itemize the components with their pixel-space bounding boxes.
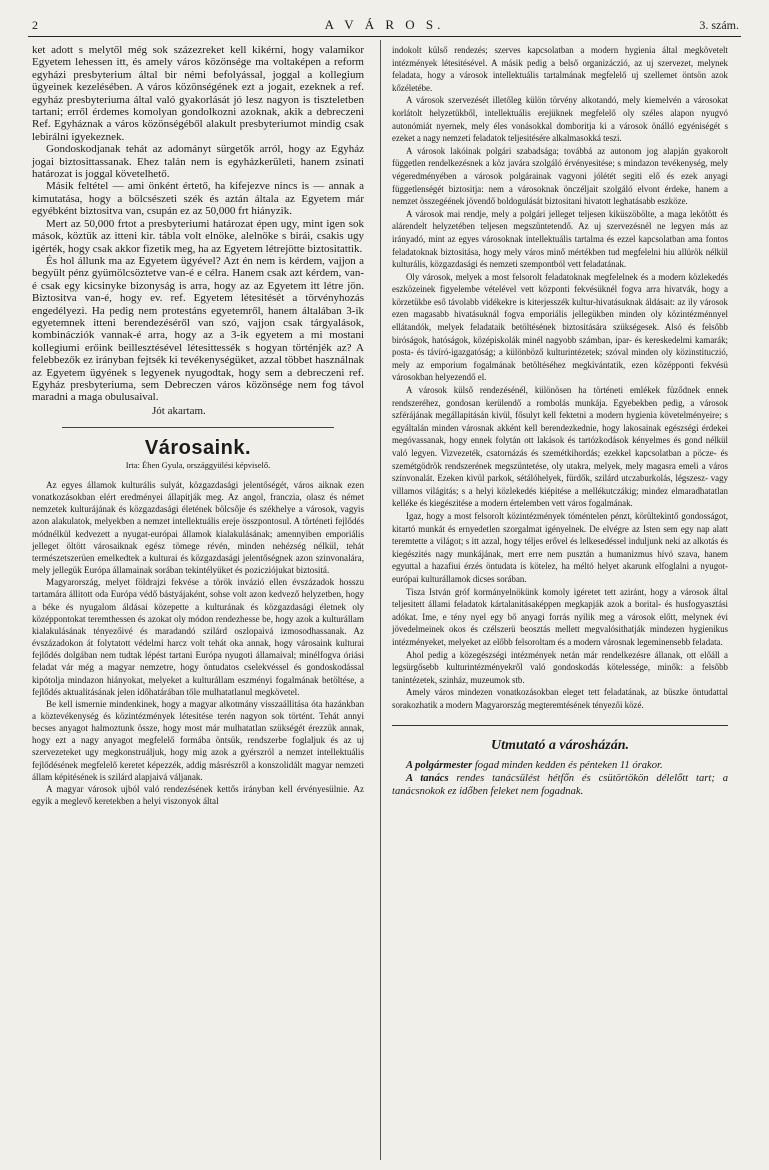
notice-title: Utmutató a városházán. (490, 738, 630, 754)
article-paragraph: A magyar városok ujból való rendezésének kettős irányban kell érvényesülnie. Az egyik a meglevő keretekben a helyi viszonyok által (32, 783, 364, 807)
notice-item (392, 759, 728, 772)
varosaink-article (32, 479, 364, 807)
section-rule (62, 427, 334, 428)
left-column (32, 44, 364, 807)
notice-box (392, 740, 728, 798)
article-paragraph: Oly városok, melyek a most felsorolt feladatoknak megfelelnek és a modern közlekedés eszközeinek figyelembe vételével vett központi fekvésüknél fogva arra hivatvák, hogy a körzetükbe eső távolabb vidékekre is kiterjesszék kultur-hivatásuknak áldásait: az ily városok ezen magasabb hivatásuknál fogva emporiális jellegükben minden oly közintézménnyel ellátandók, melyek feladataik betöltésének biztositására szükségesek. Alsó és felsőbb biróságok, hatóságok, középiskolák minél nagyobb számban, ipar- és kereskedelmi kamarák; posta- és távíró-igazgatóság; a különböző kulturintézetek; szóval minden oly közinstituczió, mely az emporium fogalmának betöltéséhez megkivántatik, ezen középponti fekvésü városokban helyezendő el. (392, 271, 728, 383)
article-paragraph: Ahol pedig a közegészségi intézmények netán már rendelkezésre állanak, ott előáll a legsürgősebb kulturintézményekről való gondoskodás kötelessége, minők: a felsőbb tanintézetek, szinház, muzeumok stb. (392, 649, 728, 685)
newspaper-title: A V Á R O S. (324, 17, 445, 32)
article-paragraph: Be kell ismernie mindenkinek, hogy a magyar alkotmány visszaállitása óta hazánkban a köztevékenység és közintézmények létesitése terén nagyon sok történt. Tehát annyi becses anyagot halmoztunk össze, hogy most már mulhatatlan szükségét érezzük annak, hogy ezt a nagy anyagot megfelelő formába öntsük, rendszerbe foglaljuk és az uj szervezeteket ugy megkonstruáljuk, hogy mig azok a gyérszról a nemzet intellektuális fejlődésének megfelelő keretet képezzék, addig másrészről a konszolidált magyar nemzeti állam képitésének is szilárd alapjaivá váljanak. (32, 698, 364, 782)
notice-rule (392, 725, 728, 726)
article-paragraph: Mert az 50,000 frtot a presbyteriumi határozat épen ugy, mint igen sok mások, köztük az itteni kir. tábla volt elnöke, alelnöke s birái, csakis ugy igérték, hogy csak akkor fizetik meg, ha az Egyetem létrejötte biztositattik. (32, 217, 364, 255)
notice-item-text: rendes tanácsülést hétfőn és csütörtökön délelőtt tart; a tanácsnokok ez időben feleket nem fogadnak. (392, 773, 728, 798)
article-signature: Jót akartam. (152, 404, 206, 417)
page-header (28, 14, 741, 37)
article-paragraph: Amely város mindezen vonatkozásokban eleget tett feladatának, az büszke öntudattal sorakozhatik a modern Magyarország megteremtésének tényezői közé. (392, 687, 728, 710)
page-number: 2 (32, 18, 38, 32)
article-paragraph: Az egyes államok kulturális sulyát, közgazdasági jelentőségét, város aiknak ezen vonatkozásokban elért eredményei állapitják meg. Az angol, franczia, olasz és német nemzetek kulturájának és közgazdasági életének bölcsője és székhelye a városok, vagyis azon alakulatok, melyekben a nemzet intellektuális ereje összpontosul. A történeti fejlődés módnélkül kedvezett a nyugat-európai államok kialakulásának; amennyiben emporiális jelleget öltött városaiknak egész tömege révén, minden nehézség nélkül, tehát természetszerüen emelkedtek a kulturai és közgazdasági jelentőségnek azon szinvonalára, mely jellegük Európa államainak sorában tekintélyüket és pozicziójukat biztositá. (32, 480, 364, 576)
article-paragraph: Igaz, hogy a most felsorolt közintézmények töméntelen pénzt, körültekintő gondosságot, kitartó munkát és ernyedetlen szorgalmat igényelnek. De elvégre az Isten sem egy nap alatt teremtette a világot; s itt azzal, hogy téljes erővel és lelkesedéssel induljunk neki az alkotás és kiegészités nagy munkájának, mert erre nem pusztán a humanizmus hívó szava, hanem egyuttal a hazafiui érzés öntudata is kötelez, ha méltó helyet akarunk elfoglalni a nyugot-európai kulturállamok dicses sorában. (392, 510, 728, 584)
article-paragraph: Tisza István gróf kormányelnökünk komoly igéretet tett aziránt, hogy a városok által teljesitett állami feladatok kártalanitásaképpen megkapják azok a borital- és husfogyasztási adókat. Ime, e tény nyel egy bő anyagi forrás nyilik meg a városok előtt, melynek évi jövedelmeinek okos és czélszerü beosztás mellett megvalósithatják mindezen hygienikus intézményeket, melyeket az előbb felsoroltam és a modern városnak legeminensebb feladata. (392, 586, 728, 647)
article-paragraph: És hol állunk ma az Egyetem ügyével? Azt én nem is kérdem, vajjon a begyült pénz gyümölcsöztetve van-é e célra. Hanem csak azt kérdem, van-é csak egy kicsinyke bizonyság is arra, hogy az az Egyetem itt létre jön. Biztositva van-é, hogy ev. ref. Egyetem létesitését a törvényhozás engedélyezi. Ha pedig nem protestáns egyetemről, hanem általában 3-ik egyetemnek itteni berendezéséről van szó, vajjon csak tárgyalások, kombinácziók vannak-é arra, hogy az a 3-ik egyetem a mi mostani kollegiumi erőink beillesztésével létesittessék s hogyan történjék az? A felebbezők ez irányban fejtsék ki tevékenységüket, azzal többet használnak az Egyetem ügyének s legyenek nyugodtak, hogy sem a debreczeni ref. Egyház presbyteriuma, sem Debreczen város közönsége nem fog távol maradni a maga obulusaival. (32, 254, 364, 404)
right-column (392, 44, 728, 798)
section-byline: Irta: Éhen Gyula, országgyülési képviselő. (125, 459, 271, 470)
article-paragraph: Magyarország, melyet földrajzi fekvése a török invázió ellen évszázadok hosszu tartamára állitott oda Európa védő bástyájaként, sohse volt azon kedvező helyzetben, hogy a béke és nyugalom áldásai közepette a kulturának és közgazdasági életnek oly középpontokat teremthessen és azokat oly módon rendezhesse be, hogy azok a kulturállam kialakulásának tényezőivé és maradandó szilárd oszlopaivá izmosodhassanak. Az évszázadokon át folytatott védelmi harcz volt tehát oka annak, hogy városaink kulturai fejlődés dolgában nem tudtak lépést tartani Európa nyugoti államaival; minélfogva óriási feladat vár még a magyar nemzetre, hogy öntudatos cselekvéssel és gondoskodással kipótolja mindazon hiányokat, melyeket a kulturállam eszményi fogalmának betöltése, a fejlődés aktualitásának jelen időhatárában tőle mulhatatlanul megkövetel. (32, 577, 364, 697)
article-paragraph: indokolt külső rendezés; szerves kapcsolatban a modern hygienia által megkövetelt intézmények létesitésével. A másik pedig a belső organizáczió, az uj szervezet, melynek feladata, hogy a városok intellektuális tartalmának megfelelő uj szellemet öntsön azok kőzéletébe. (392, 45, 728, 93)
article-paragraph: A városok mai rendje, mely a polgári jelleget teljesen kiküszöbölte, a maga lekötött és alárendelt helyzetében teljesen megszüntetendő. Az uj szervezésnél ne legyen más az irányadó, mint az egyes városoknak intellektuális tartalma és ezzel kapcsolatban ama fontos feladatoknak biztositása, hogy mely város minő mértékben tud megfelelni hiu allürök nélkül kulturális, közgazdasági és nemzeti szempontból vett feladatának. (392, 208, 728, 270)
issue-number: 3. szám. (699, 18, 739, 32)
article-paragraph: Másik feltétel — ami önként értető, ha kifejezve nincs is — annak a kimutatása, hogy a bölcsészeti szék és aztán általa az Egyetem már egyébként biztositva van, csupán ez az 50,000 frt hiányzik. (32, 180, 364, 218)
column-divider (380, 40, 381, 1160)
notice-item (392, 772, 728, 798)
article-paragraph: A városok lakóinak polgári szabadsága; továbbá az autonom jog alapján gyakorolt független rendelkezésnek a köz javára szolgáló érvényesitése; s mindazon tevékenység, mely végeredményében a városok polgárainak vagyoni jólétét segiti elő és ezek anyagi függetlenségét biztositja: nem a városoknak önczéljait szolgáló elvont érdeke, hanem a nemzet összegéének jövendő boldogulását biztositani hivatott leghatásabb eszköze. (392, 145, 728, 207)
notice-item-text: fogad minden kedden és pénteken 11 órakor. (472, 760, 663, 772)
article-paragraph: Gondoskodjanak tehát az adományt sürgetők arról, hogy az Egyház jogai biztosittassanak. Ehez talán nem is egyházkerületi, hanem zsinati határozat is joggal követelhető. (32, 143, 364, 181)
section-title: Városaink. (144, 437, 252, 460)
notice-item-bold: A polgármester (406, 760, 473, 772)
article-paragraph: ket adott s melytől még sok százezreket kell kikérni, hogy valamikor Egyetem lehessen itt, és amely város közönsége ma voltaképen a reform egyházi presbyterium által bir némi befolyással, joggal a kollegium ügyeinek kezelésében. A város közönségének ezt a jogait, ezeknek a ref. egyház presbyteriuma által való gyakorlását jó lesz nagyon is tiszteletben tartani; erről érdemes komolyan gondolkozni azoknak, akik a debreczeni Ref. Egyháznak a város közönségéből alakult presbyteriumot mindig csak lebirálni igyekeznek. (32, 44, 364, 143)
article-paragraph: A városok szervezését illetőleg külön törvény alkotandó, mely kiemelvén a városokat korlátolt helyzetükből, intellektuális erejüknek megfelelő oly széles alapon nyugvó autonómiát nyernek, mely éles vonásokkal domboritja ki a városok önálló egyéniségét s ezeket a nagy nemzeti feladatok teljesitésére alkalmasokká teszi. (392, 95, 728, 144)
notice-item-bold: A tanács (406, 773, 449, 785)
article-paragraph: A városok külső rendezésénél, különösen ha történeti emlékek füződnek ennek rendszeréhez, gondosan kerülendő a rombolás munkája. Egyebekben pedig, a városok szférájának megállapitásán kivül, fősulyt kell fektetni a modern hygienia követelményeire; s egyáltalán minden városnak akként kell berendezkednie, hogy lakosainak egészségi érdekei megóvassanak, hogy ennek folytán ott lakások és tartózkodások kényelmes és gond nélkül való legyen. Vizvezeték, csatornázás és szemétkihordás; ezekkel kapcsolatban a pöcze- és szemétgödrök rendszerének megszüntetése, oly utakra, melyek, mely magasra emeli a város színvonalát. Ezeken kivül parkok, sétálóhelyek, fürdők, szilárd utczaburkolás, légszesz- vagy villamos világitás; s a helyi közlekedés kiépitése a mellékutczákig; mindez elmaradhatatlan kelléke és kiegészitése a modern értelemben vett város fogalmának. (392, 385, 728, 509)
